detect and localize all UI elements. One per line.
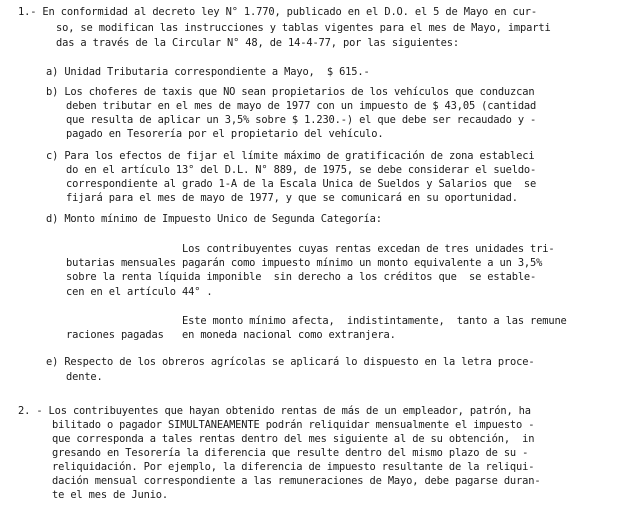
item-1-line-1: 1.- En conformidad al decreto ley N° 1.770, publicado en el D.O. el 5 de Mayo en cur-: [18, 6, 537, 18]
item-c-line-2: do en el artículo 13° del D.L. N° 889, de 1975, se debe considerar el sueldo-: [66, 164, 537, 176]
item-c-line-3: correspondiente al grado 1-A de la Escala Unica de Sueldos y Salarios que se: [66, 178, 537, 190]
item-a-line-1: a) Unidad Tributaria correspondiente a Mayo, $ 615.-: [46, 66, 370, 78]
item-b-line-2: deben tributar en el mes de mayo de 1977 con un impuesto de $ 43,05 (cantidad: [66, 100, 537, 112]
item-d-para2-line-1: Este monto mínimo afecta, indistintamente, tanto a las remune: [182, 315, 567, 327]
item-d-para1-line-4: cen en el artículo 44° .: [66, 286, 213, 298]
item-2-line-6: dación mensual correspondiente a las remuneraciones de Mayo, debe pagarse duran-: [52, 475, 541, 487]
item-1-line-2: so, se modifican las instrucciones y tablas vigentes para el mes de Mayo, imparti: [56, 22, 551, 34]
item-c-line-1: c) Para los efectos de fijar el límite máximo de gratificación de zona estableci: [46, 150, 535, 162]
item-2-line-7: te el mes de Junio.: [52, 489, 169, 501]
item-b-line-1: b) Los choferes de taxis que NO sean propietarios de los vehículos que conduzcan: [46, 86, 535, 98]
item-1-line-3: das a través de la Circular N° 48, de 14-4-77, por las siguientes:: [56, 37, 459, 49]
item-2-line-5: reliquidación. Por ejemplo, la diferencia de impuesto resultante de la reliqui-: [52, 461, 535, 473]
item-d-para1-line-3: sobre la renta líquida imponible sin derecho a los créditos que se estable-: [66, 271, 537, 283]
item-b-line-3: que resulta de aplicar un 3,5% sobre $ 1.230.-) el que debe ser recaudado y -: [66, 114, 537, 126]
item-2-line-2: bilitado o pagador SIMULTANEAMENTE podrán reliquidar mensualmente el impuesto -: [52, 419, 535, 431]
item-c-line-4: fijará para el mes de mayo de 1977, y que se comunicará en su oportunidad.: [66, 192, 518, 204]
item-2-line-3: que corresponda a tales rentas dentro del mes siguiente al de su obtención, in: [52, 433, 535, 445]
item-2-line-4: gresando en Tesorería la diferencia que resulte dentro del mismo plazo de su -: [52, 447, 529, 459]
item-e-line-1: e) Respecto de los obreros agrícolas se aplicará lo dispuesto en la letra proce-: [46, 356, 535, 368]
item-d-heading: d) Monto mínimo de Impuesto Unico de Segunda Categoría:: [46, 213, 382, 225]
item-e-line-2: dente.: [66, 371, 103, 383]
item-d-para1-line-2: butarias mensuales pagarán como impuesto mínimo un monto equivalente a un 3,5%: [66, 257, 543, 269]
item-b-line-4: pagado en Tesorería por el propietario del vehículo.: [66, 128, 384, 140]
item-d-para1-line-1: Los contribuyentes cuyas rentas excedan de tres unidades tri-: [182, 243, 555, 255]
item-2-line-1: 2. - Los contribuyentes que hayan obtenido rentas de más de un empleador, patrón, ha: [18, 405, 531, 417]
item-d-para2-line-2: raciones pagadas en moneda nacional como extranjera.: [66, 329, 396, 341]
